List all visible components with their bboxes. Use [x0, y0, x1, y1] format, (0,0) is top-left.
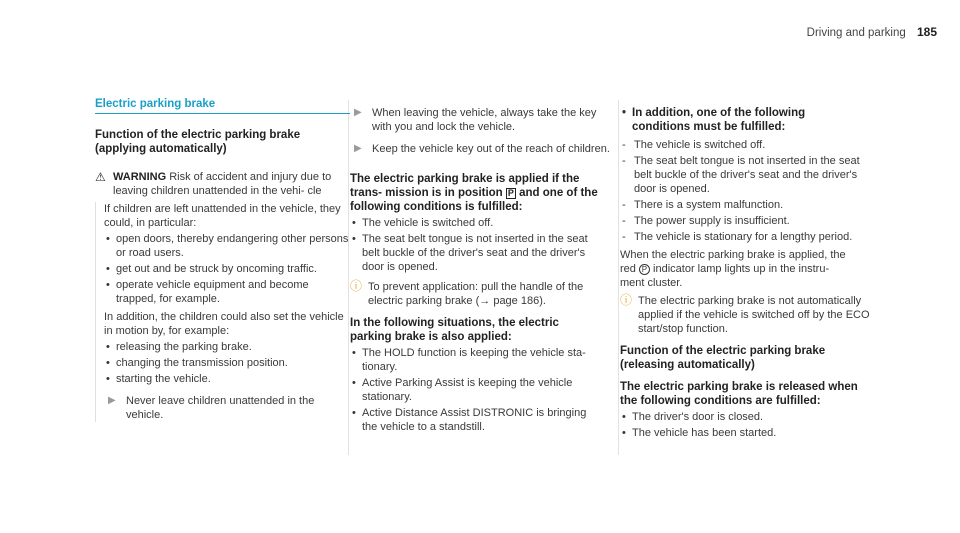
paragraph-text-tail: indicator lamp lights up in the instru- ment cluster. — [620, 263, 830, 289]
list-item: • changing the transmission position. — [104, 356, 350, 370]
triangle-right-icon: ▶ — [108, 395, 116, 406]
conditions-heading-list — [620, 106, 865, 134]
bullet-heading: • In addition, one of the following conditions must be fulfilled: — [620, 106, 865, 134]
list-item: - The seat belt tongue is not inserted in the seat belt buckle of the driver's seat and the driver's door is opened. — [620, 154, 865, 196]
note-text: The electric parking brake is not automatically applied if the vehicle is switched off by the ECO start/stop function. — [638, 295, 870, 335]
list-item: • open doors, thereby endangering other persons or road users. — [104, 232, 350, 260]
list-item: - The vehicle is stationary for a lengthy period. — [620, 230, 865, 244]
list-item: • Active Distance Assist DISTRONIC is bringing the vehicle to a standstill. — [350, 406, 595, 434]
instruction-item — [350, 142, 612, 156]
list-item: • operate vehicle equipment and become trapped, for example. — [104, 278, 350, 306]
column-divider-2 — [618, 100, 619, 455]
note-block — [620, 294, 878, 336]
subheading-released-when: The electric parking brake is released when the following conditions are fulfilled: — [620, 381, 858, 407]
list-item: • The seat belt tongue is not inserted in the seat belt buckle of the driver's seat and the driver's door is opened. — [350, 232, 605, 274]
heading-applied-if — [350, 172, 605, 214]
instruction-block — [350, 106, 615, 156]
paragraph-text: When the electric parking brake is applied, the red — [620, 249, 846, 275]
section-title: Electric parking brake — [95, 98, 350, 114]
release-conditions-list — [620, 410, 860, 440]
heading-applying: Function of the electric parking brake (applying automatically) — [95, 129, 301, 155]
conditions-dash-list — [620, 138, 865, 244]
warning-paragraph-2: In addition, the children could also set the vehicle in motion by, for example: — [104, 311, 344, 337]
heading-text-tail: and one of the following conditions is fulfilled: — [350, 187, 598, 213]
instruction-item — [104, 394, 346, 422]
warning-text: Risk of accident and injury due to leaving children unattended in the vehi- cle — [113, 171, 332, 197]
instruction-text: Keep the vehicle key out of the reach of children. — [372, 143, 610, 155]
page-number: 185 — [916, 25, 937, 39]
warning-list-1 — [104, 232, 350, 306]
list-item: • The vehicle has been started. — [620, 426, 860, 440]
page-header — [807, 25, 937, 39]
warning-body — [95, 202, 350, 422]
indicator-paragraph — [620, 248, 855, 290]
note-text: To prevent application: pull the handle of the electric parking brake (→ page 186). — [368, 281, 584, 307]
info-note-icon: ⓘ — [620, 293, 633, 307]
triangle-right-icon: ▶ — [354, 107, 362, 118]
header-section: Driving and parking — [806, 27, 906, 39]
list-item: • releasing the parking brake. — [104, 340, 350, 354]
instruction-text: Never leave children unattended in the vehicle. — [126, 395, 315, 421]
list-item: • The driver's door is closed. — [620, 410, 860, 424]
list-item: • get out and be struck by oncoming traffic. — [104, 262, 350, 276]
warning-list-2 — [104, 340, 350, 386]
note-block — [350, 280, 603, 308]
instruction-text: When leaving the vehicle, always take the key with you and lock the vehicle. — [372, 107, 597, 133]
situations-list — [350, 346, 595, 434]
list-item: • The vehicle is switched off. — [350, 216, 605, 230]
column-2 — [350, 106, 615, 436]
list-item: • Active Parking Assist is keeping the vehicle stationary. — [350, 376, 595, 404]
parking-brake-lamp-icon: P — [639, 264, 650, 275]
list-item: - The power supply is insufficient. — [620, 214, 865, 228]
triangle-right-icon: ▶ — [354, 143, 362, 154]
list-item: - There is a system malfunction. — [620, 198, 865, 212]
instruction-item — [350, 106, 612, 134]
list-item: - The vehicle is switched off. — [620, 138, 865, 152]
warning-paragraph-1: If children are left unattended in the vehicle, they could, in particular: — [104, 203, 341, 229]
park-symbol-icon: P — [507, 188, 514, 198]
warning-block — [95, 170, 350, 198]
column-1 — [95, 128, 350, 422]
warning-header — [113, 170, 343, 198]
info-note-icon: ⓘ — [350, 279, 363, 293]
heading-releasing: Function of the electric parking brake (releasing automatically) — [620, 345, 826, 371]
warning-label: WARNING — [113, 171, 167, 183]
warning-icon: ⚠ — [95, 170, 106, 184]
heading-text: The electric parking brake is applied if the trans- mission is in position — [350, 173, 580, 199]
list-item: • starting the vehicle. — [104, 372, 350, 386]
applied-conditions-list — [350, 216, 605, 274]
column-3 — [620, 104, 880, 442]
heading-situations: In the following situations, the electric parking brake is also applied: — [350, 317, 559, 343]
list-item: • The HOLD function is keeping the vehicle sta- tionary. — [350, 346, 595, 374]
